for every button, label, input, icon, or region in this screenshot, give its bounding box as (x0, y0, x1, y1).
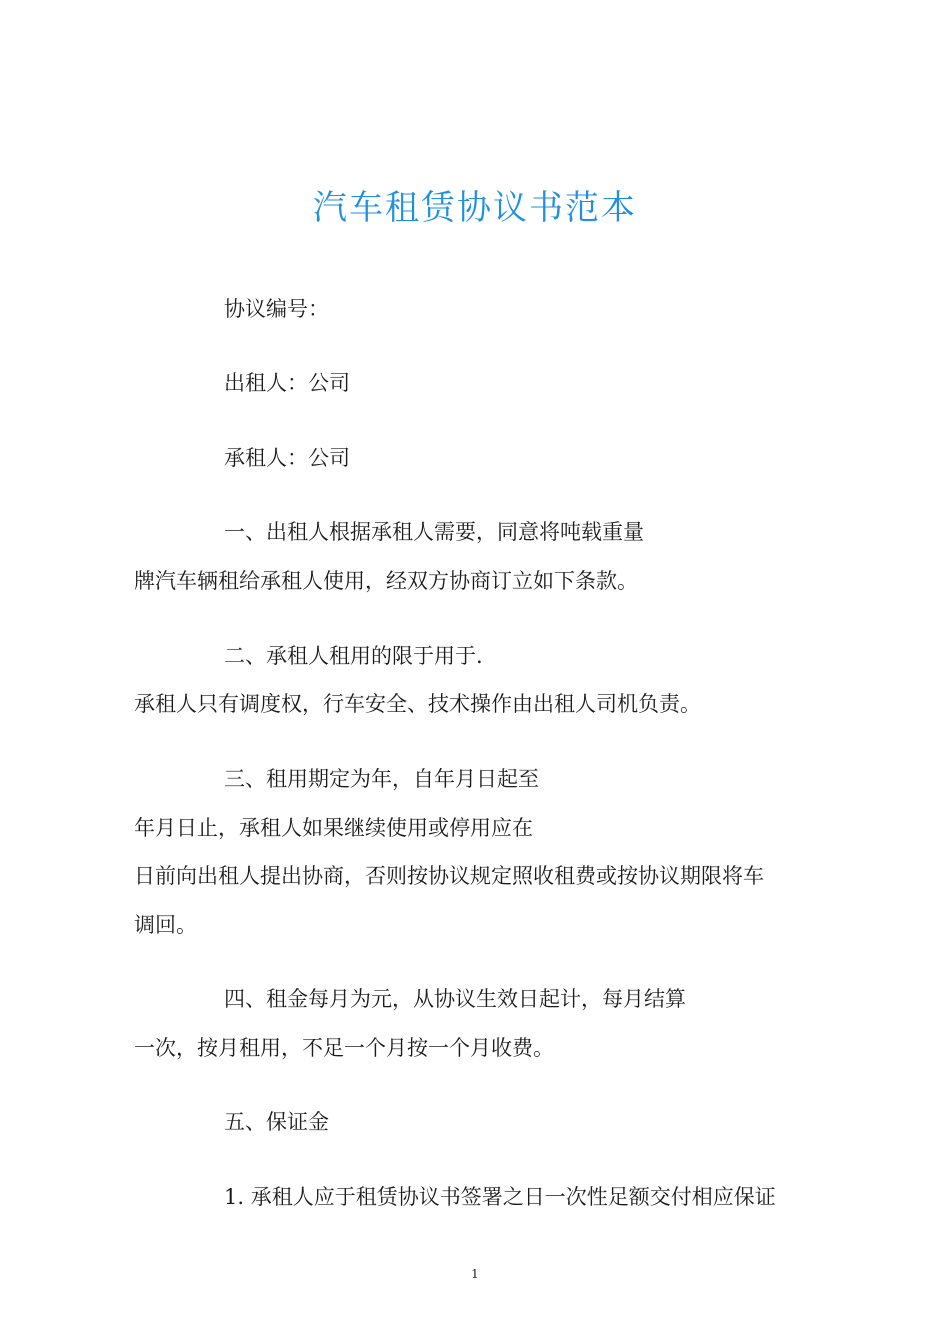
clause-1-line-1: 一、出租人根据承租人需要，同意将吨载重量 (224, 520, 644, 544)
clause-3-line-3: 日前向出租人提出协商，否则按协议规定照收租费或按协议期限将车 (134, 864, 764, 888)
clause-4-line-1: 四、租金每月为元，从协议生效日起计，每月结算 (224, 987, 686, 1011)
agreement-number-line: 协议编号： (224, 297, 329, 321)
lessee-line: 承租人：公司 (224, 446, 350, 470)
clause-4-line-2: 一次，按月租用，不足一个月按一个月收费。 (134, 1036, 554, 1060)
lessor-line: 出租人：公司 (224, 371, 350, 395)
clause-5-item-1: 1. 承租人应于租赁协议书签署之日一次性足额交付相应保证 (224, 1185, 776, 1209)
clause-3-line-2: 年月日止，承租人如果继续使用或停用应在 (134, 816, 533, 840)
clause-2-line-2: 承租人只有调度权，行车安全、技术操作由出租人司机负责。 (134, 692, 701, 716)
clause-5-heading: 五、保证金 (224, 1110, 329, 1134)
document-title: 汽车租赁协议书范本 (313, 188, 637, 228)
clause-3-line-4: 调回。 (134, 913, 197, 937)
clause-3-line-1: 三、租用期定为年，自年月日起至 (224, 767, 539, 791)
page-number: 1 (471, 1267, 479, 1281)
clause-2-line-1: 二、承租人租用的限于用于. (224, 644, 483, 668)
clause-1-line-2: 牌汽车辆租给承租人使用，经双方协商订立如下条款。 (134, 569, 638, 593)
